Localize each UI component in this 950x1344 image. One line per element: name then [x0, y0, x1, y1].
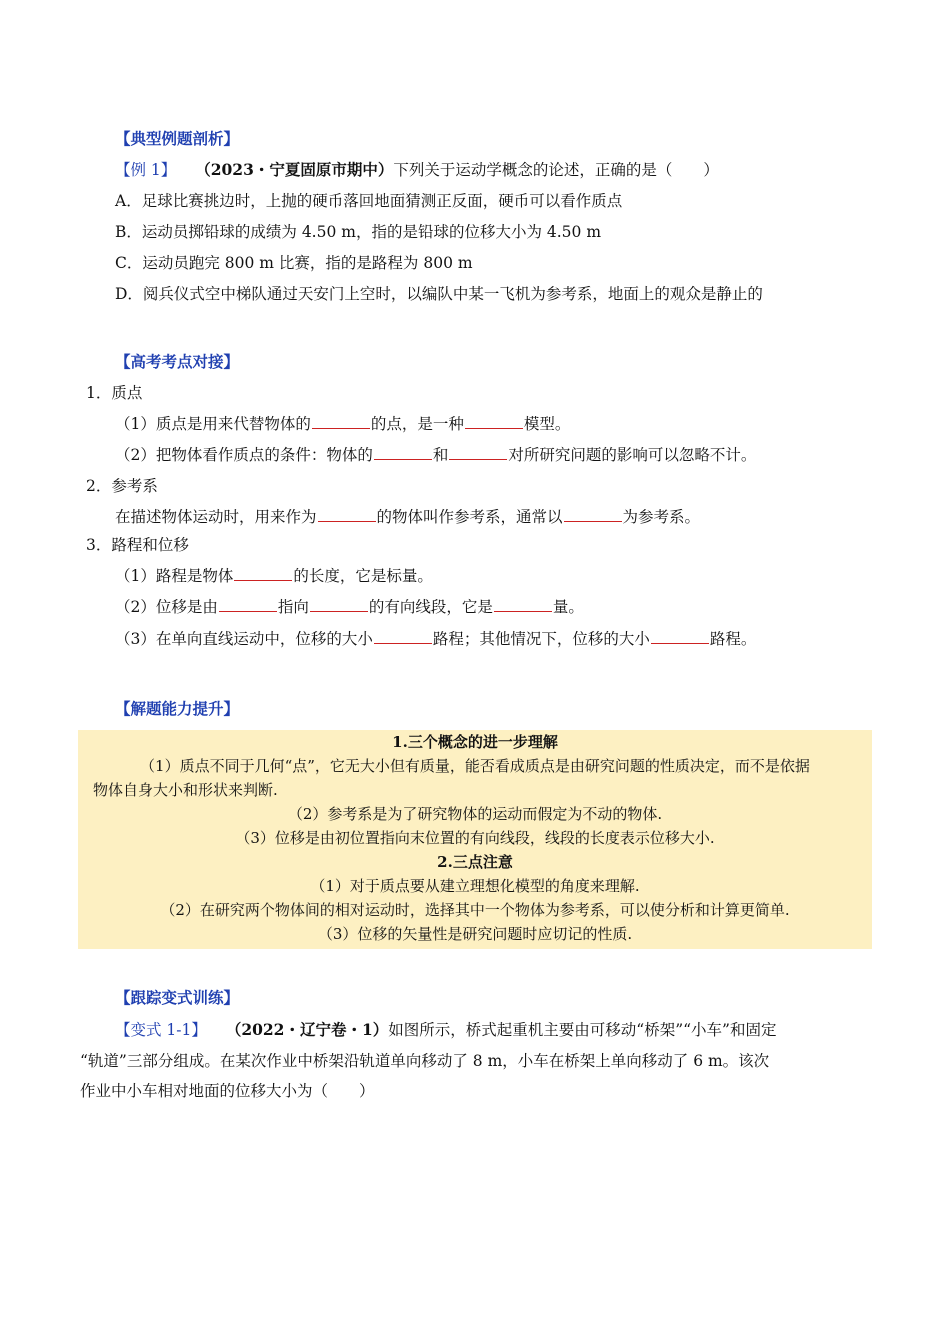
point-1-title: 1．质点 — [86, 384, 143, 402]
point-3-line-1: （1）路程是物体 的长度，它是标量。 — [115, 567, 433, 585]
section-heading-examples: 【典型例题剖析】 — [115, 129, 240, 148]
summary-line: （2）在研究两个物体间的相对运动时，选择其中一个物体为参考系，可以使分析和计算更简单. — [160, 901, 790, 919]
example-1-question — [115, 159, 719, 181]
option-b: B．运动员掷铅球的成绩为 4.50 m，指的是铅球的位移大小为 4.50 m — [115, 223, 602, 241]
fill-blank[interactable] — [651, 629, 709, 644]
example-question-text: 下列关于运动学概念的论述，正确的是（ ） — [393, 161, 719, 179]
option-a: A．足球比赛挑边时，上抛的硬币落回地面猜测正反面，硬币可以看作质点 — [115, 192, 623, 210]
fill-blank[interactable] — [449, 445, 507, 460]
example-tag: 【例 1】 — [115, 161, 177, 179]
example-source: （2023・宁夏固原市期中） — [195, 160, 394, 179]
fill-blank[interactable] — [374, 445, 432, 460]
summary-line: 物体自身大小和形状来判断. — [93, 781, 278, 799]
variant-1-1-line-3: 作业中小车相对地面的位移大小为（ ） — [80, 1082, 375, 1100]
variant-tag: 【变式 1-1】 — [115, 1021, 207, 1039]
point-3-line-3: （3）在单向直线运动中，位移的大小 路程；其他情况下，位移的大小 路程。 — [115, 630, 757, 648]
option-d: D．阅兵仪式空中梯队通过天安门上空时，以编队中某一飞机为参考系，地面上的观众是静止的 — [115, 285, 763, 303]
point-3-line-2: （2）位移是由 指向 的有向线段，它是 量。 — [115, 598, 584, 616]
summary-line: （1）质点不同于几何“点”，它无大小但有质量，能否看成质点是由研究问题的性质决定，而不是依据 — [140, 757, 810, 775]
fill-blank[interactable] — [234, 566, 292, 581]
section-heading-exam-points: 【高考考点对接】 — [115, 352, 240, 371]
fill-blank[interactable] — [310, 597, 368, 612]
variant-source: （2022・辽宁卷・1） — [225, 1020, 389, 1039]
summary-line: （3）位移是由初位置指向末位置的有向线段，线段的长度表示位移大小. — [235, 829, 715, 847]
variant-1-1-line-1: 【变式 1-1】 （2022・辽宁卷・1）如图所示，桥式起重机主要由可移动“桥架”“小车”和固定 — [115, 1020, 777, 1039]
section-heading-practice: 【跟踪变式训练】 — [115, 988, 240, 1007]
point-1-line-2: （2）把物体看作质点的条件：物体的 和 对所研究问题的影响可以忽略不计。 — [115, 446, 757, 464]
point-1-line-1: （1）质点是用来代替物体的 的点，是一种 模型。 — [115, 415, 571, 433]
summary-title-2: 2.三点注意 — [437, 853, 513, 871]
fill-blank[interactable] — [564, 507, 622, 522]
point-2-line-1: 在描述物体运动时，用来作为 的物体叫作参考系，通常以 为参考系。 — [115, 508, 701, 526]
summary-box — [78, 730, 872, 949]
section-heading-skills: 【解题能力提升】 — [115, 699, 240, 718]
summary-title-1: 1.三个概念的进一步理解 — [392, 733, 558, 751]
fill-blank[interactable] — [465, 414, 523, 429]
summary-line: （1）对于质点要从建立理想化模型的角度来理解. — [310, 877, 640, 895]
fill-blank[interactable] — [494, 597, 552, 612]
fill-blank[interactable] — [318, 507, 376, 522]
point-3-title: 3．路程和位移 — [86, 536, 189, 554]
summary-line: （3）位移的矢量性是研究问题时应切记的性质. — [317, 925, 633, 943]
summary-line: （2）参考系是为了研究物体的运动而假定为不动的物体. — [287, 805, 663, 823]
fill-blank[interactable] — [219, 597, 277, 612]
point-2-title: 2．参考系 — [86, 477, 158, 495]
fill-blank[interactable] — [312, 414, 370, 429]
option-c: C．运动员跑完 800 m 比赛，指的是路程为 800 m — [115, 254, 473, 272]
variant-1-1-line-2: “轨道”三部分组成。在某次作业中桥架沿轨道单向移动了 8 m，小车在桥架上单向移动了 6 m。该次 — [80, 1052, 770, 1070]
fill-blank[interactable] — [374, 629, 432, 644]
